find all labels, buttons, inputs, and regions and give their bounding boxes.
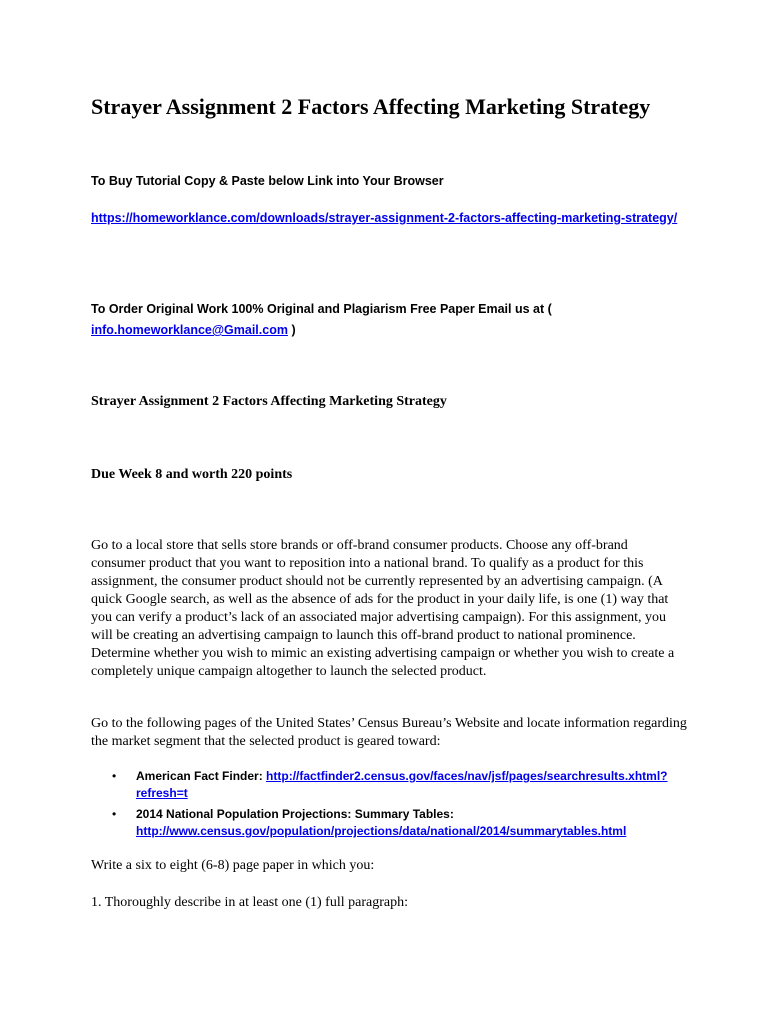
order-email-link[interactable]: info.homeworklance@Gmail.com — [91, 323, 288, 337]
census-links-list — [112, 768, 692, 844]
buy-link-paragraph — [91, 208, 681, 229]
bullet-label: American Fact Finder: — [136, 769, 263, 783]
bullet-label: 2014 National Population Projections: Summary Tables: — [136, 807, 454, 821]
order-paragraph — [91, 299, 691, 341]
document-title: Strayer Assignment 2 Factors Affecting Marketing Strategy — [91, 94, 651, 119]
list-item — [112, 806, 692, 840]
buy-tutorial-label: To Buy Tutorial Copy & Paste below Link into Your Browser — [91, 174, 444, 188]
paper-requirement: Write a six to eight (6-8) page paper in which you: — [91, 858, 375, 873]
population-projections-link[interactable]: http://www.census.gov/population/projections/data/national/2014/summarytables.html — [136, 824, 627, 838]
instructions-paragraph-2: Go to the following pages of the United States’ Census Bureau’s Website and locate information regarding the market segment that the selected product is geared toward: — [91, 716, 687, 749]
american-fact-finder-link[interactable]: http://factfinder2.census.gov/faces/nav/jsf/pages/searchresults.xhtml?refresh=t — [136, 769, 668, 800]
due-date-heading: Due Week 8 and worth 220 points — [91, 467, 293, 482]
bullet-icon: • — [112, 807, 117, 821]
buy-tutorial-link[interactable]: https://homeworklance.com/downloads/strayer-assignment-2-factors-affecting-marketing-strategy/ — [91, 211, 678, 225]
bullet-icon: • — [112, 769, 117, 783]
list-item — [112, 768, 692, 802]
instructions-paragraph-1: Go to a local store that sells store brands or off-brand consumer products. Choose any off-brand consumer product that you want to reposition into a national brand. To qualify as a product for this assignment, the consumer product should not be currently represented by an advertising campaign. (A quick Google search, as well as the absence of ads for the product in your daily life, is one (1) way that you can verify a product’s lack of an associated major advertising campaign). For this assignment, you will be creating an advertising campaign to launch this off-brand product to national prominence. Determine whether you wish to mimic an existing advertising campaign or whether you wish to create a completely unique campaign altogether to launch the selected product. — [91, 538, 675, 679]
order-close-paren: ) — [291, 323, 296, 337]
assignment-subtitle: Strayer Assignment 2 Factors Affecting Marketing Strategy — [91, 394, 447, 409]
order-text: To Order Original Work 100% Original and Plagiarism Free Paper Email us at ( — [91, 302, 552, 316]
requirement-item-1: 1. Thoroughly describe in at least one (1) full paragraph: — [91, 895, 408, 910]
